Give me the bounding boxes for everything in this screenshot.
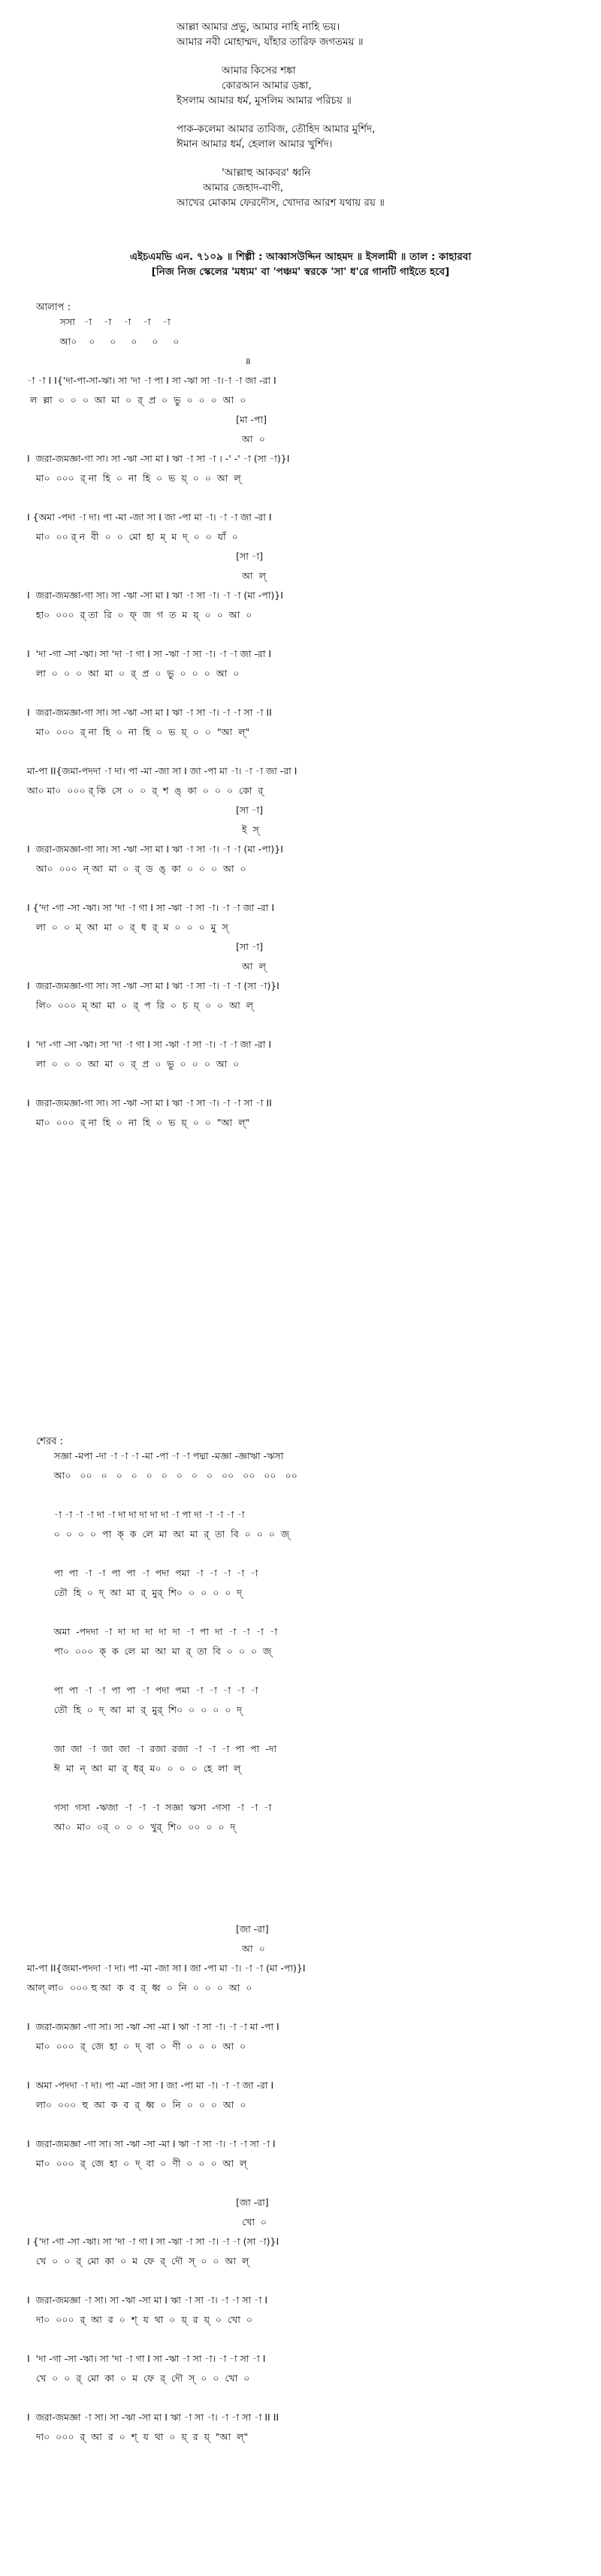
notation-line <box>24 628 580 647</box>
notation-line <box>24 1781 580 1801</box>
notation-line <box>24 882 580 901</box>
lyric-line: আমার নবী মোহাম্মদ, যাঁহার তারিফ জগতময় ॥ <box>177 36 364 48</box>
notation-line: তৌ হি ০ দ্ আ মা র্ মুর্ শি০ ০ ০ ০ ০ দ্ <box>24 1704 242 1715</box>
notation-line: আ ল্ <box>24 570 266 581</box>
song-header <box>0 249 601 279</box>
notation-line: লা০ ০০০ হু আ ক ব র্ ধ্ব ০ নি ০ ০ ০ আ ০ <box>24 2099 246 2110</box>
notation-line: [জা -রা] <box>24 2197 269 2208</box>
lyric-line: পাক-কলেমা আমার তাবিজ, তৌহিদ আমার মুর্শিদ, <box>177 123 376 135</box>
notation-line: লা ০ ০ ০ আ মা ০ র্ প্র ০ ভু ০ ০ ০ আ ০ <box>24 668 240 679</box>
notation-line <box>24 2001 580 2020</box>
notation-line: পা০ ০০০ ক্ ক লে মা আ মা র্ তা বি ০ ০ ০ জ্ <box>24 1645 272 1657</box>
notation-line: আ০ ০ ০ ০ ০ ০ <box>24 336 180 347</box>
lyric-line: আমার কিসের শঙ্কা <box>222 65 296 77</box>
notation-line: I {'দা -গা -সা -ঋা। সা 'দা -া গা I সা -ঋা -া সা -া। -া -া (সা -া)}I <box>24 2236 279 2247</box>
notation-line <box>24 1664 580 1684</box>
lyric-line: কোরআন আমার ডঙ্কা, <box>222 80 312 92</box>
notation-block-1 <box>24 315 580 1136</box>
notation-line: I জরা-জমজ্ঞা-গা সা। সা -ঋা -সা মা I ঋা -া সা -া । -' -' -া (সা -া)}I <box>24 453 290 464</box>
notation-line: I জরা-জমজ্ঞা-গা সা। সা -ঋা -সা মা I ঋা -া সা -া। -া -া (মা -পা)}I <box>24 843 283 855</box>
notation-block-3 <box>24 1923 580 2450</box>
notation-line <box>24 2333 580 2352</box>
lyric-stanza <box>177 165 567 210</box>
notation-line: I {অমা -পদা -া দা। পা -মা -জা সা I জা -পা মা -া। -া -া জা -রা I <box>24 511 272 523</box>
notation-line: দা০ ০০০ র্ আ র ০ শ্ য থা ০ য়্ র য়্ ০ খো ০ <box>24 2314 252 2325</box>
notation-line: আ ০ <box>24 1943 265 1954</box>
notation-line <box>24 491 580 511</box>
notation-line: ল ল্লা ০ ০ ০ আ মা ০ র্ প্র ০ ভু ০ ০ ০ আ ০ <box>24 394 246 406</box>
notation-line: অমা -পদদা -া দা দা দা দা দা -া পা দা -া -া -া -া <box>24 1626 278 1637</box>
notation-line <box>24 2118 580 2137</box>
notation-line: I জরা-জমজ্ঞা -গা সা। সা -ঋা -সা -মা I ঋা -া সা -া। -া -া মা -পা I <box>24 2021 279 2032</box>
notation-block-2 <box>24 1449 580 1840</box>
notation-line <box>24 1489 580 1508</box>
notation-line: I জরা-জমজ্ঞা -গা সা। সা -ঋা -সা -মা I ঋা -া সা -া। -া -া সা -া I <box>24 2138 276 2149</box>
notation-line: খো ০ <box>24 2216 267 2228</box>
notation-line: তৌ হি ০ দ্ আ মা র্ মুর্ শি০ ০ ০ ০ ০ দ্ <box>24 1587 242 1598</box>
notation-line: পা পা -া -া পা পা -া পদা পমা -া -া -া -া -া <box>24 1567 258 1579</box>
notation-line: হা০ ০০০ র্ তা রি ০ ফ্ জ গ ত ম য়্ ০ ০ আ ০ <box>24 609 252 620</box>
lyric-line: আল্লা আমার প্রভু, আমার নাহি নাহি ভয়। <box>177 21 340 33</box>
notation-line: -া -া I I{'দা-পা-সা-ঋা। সা 'দা -া পা I সা -ঋা সা -া।-া -া জা -রা I <box>24 375 276 386</box>
notation-line: মা০ ০০০ র্ জে হা ০ দ্ বা ০ ণী ০ ০ ০ আ ল্ <box>24 2158 247 2169</box>
scale-instruction: [নিজ নিজ স্কেলের 'মধ্যম' বা 'পঞ্চম' স্বরকে 'সা' ধ'রে গানটি গাইতে হবে] <box>151 266 450 278</box>
lyric-line: 'আল্লাহু আকবর' ধ্বনি <box>222 167 311 179</box>
notation-line: I 'দা -গা -সা -ঋা। সা 'দা -া গা I সা -ঋা -া সা -া। -া -া সা -া I <box>24 2353 266 2364</box>
notation-line: সজ্ঞা -মপা -দা -া -া -া -মা -পা -া -া পদ্মা -মজ্ঞা -জ্ঞাঋা -ঋসা <box>24 1450 284 1461</box>
lyric-stanza <box>177 122 567 152</box>
notation-line: ০ ০ ০ ০ পা ক্ ক লে মা আ মা র্ তা বি ০ ০ ০ জ্ <box>24 1528 290 1540</box>
notation-line <box>24 2274 580 2294</box>
notation-line: I জরা-জমজ্ঞা -া সা। সা -ঋা -সা মা I ঋা -া সা -া। -া -া সা -া II II <box>24 2412 279 2423</box>
notation-line: [সা -া] <box>24 941 264 952</box>
notation-line <box>24 2391 580 2411</box>
notation-line: [মা -পা] <box>24 414 267 425</box>
lyric-line: ইসলাম আমার ধর্ম, মুসলিম আমার পরিচয় ॥ <box>177 95 352 107</box>
notation-line: I জরা-জমজ্ঞা-গা সা। সা -ঋা -সা মা I ঋা -া সা -া। -া -া (মা -পা)}I <box>24 590 283 601</box>
notation-line <box>24 745 580 765</box>
notation-line <box>24 2059 580 2079</box>
lyric-line: আখের মোকাম ফেরদৌস, খোদার আরশ যথায় রয় ॥ <box>177 197 385 209</box>
notation-line: মা০ ০০০ র্ না হি ০ না হি ০ ভ য়্ ০ ০ "আ ল্" <box>24 726 250 738</box>
notation-line: মা০ ০০০ র্ না হি ০ না হি ০ ভ য়্ ০ ০ "আ ল্" <box>24 1117 250 1128</box>
notation-line: আল্ লা০ ০০০ হু আ ক ব র্ ধ্ব ০ নি ০ ০ ০ আ ০ <box>24 1982 252 1993</box>
notation-line <box>24 1723 580 1742</box>
notation-line: I জরা-জমজ্ঞা -া সা। সা -ঋা -সা মা I ঋা -া সা -া। -া -া সা -া I <box>24 2294 268 2306</box>
notation-line <box>24 1606 580 1625</box>
notation-line: আ০ মা০ ০০০ র্ কি সে ০ ০ র্ শ ঙ্ কা ০ ০ ০ কো র্ <box>24 785 264 796</box>
notation-line: মা-পা II{জমা-পদদা -া দা। পা -মা -জা সা I জা -পা মা -া। -া -া (মা -পা)}I <box>24 1962 306 1974</box>
notation-line: দা০ ০০০ র্ আ র ০ শ্ য থা ০ য়্ র য়্ "আ ল্" <box>24 2431 249 2442</box>
notation-line: I জরা-জমজ্ঞা-গা সা। সা -ঋা -সা মা I ঋা -া সা -া। -া -া সা -া II <box>24 1097 272 1109</box>
notation-line: ই স্ <box>24 824 259 835</box>
notation-line: I জরা-জমজ্ঞা-গা সা। সা -ঋা -সা মা I ঋা -া সা -া। -া -া (সা -া)}I <box>24 980 279 991</box>
notation-line <box>24 2176 580 2196</box>
lyric-stanza <box>177 63 567 108</box>
notation-line: আ০ মা০ ০র্ ০ ০ ০ খুর্ শি০ ০০ ০ ০ দ্ <box>24 1821 236 1832</box>
notation-line: আ ০ <box>24 433 265 445</box>
lyric-stanza <box>177 20 567 50</box>
notation-line: খে ০ ০ র্ মো কা ০ ম ফে র্ দৌ স্ ০ ০ খো ০ <box>24 2372 250 2384</box>
notation-line: গসা গসা -ঋজা -া -া -া সজ্ঞা ঋসা -গসা -া -া -া <box>24 1802 272 1813</box>
notation-line: মা০ ০০ র্ ন বী ০ ০ মো হা ম্ ম দ্ ০ ০ যাঁ ০ <box>24 531 238 542</box>
notation-line: I 'দা -গা -সা -ঋা। সা 'দা -া গা I সা -ঋা -া সা -া। -া -া জা -রা I <box>24 1039 272 1050</box>
notation-line <box>24 1547 580 1567</box>
song-lyrics <box>177 20 567 224</box>
notation-line: -া -া -া -া দা -া দা দা দা দা দা -া পা দা -া -া -া -া <box>24 1509 245 1520</box>
section-label-alap: আলাপ : <box>36 302 71 313</box>
notation-line: [সা -া] <box>24 550 264 562</box>
section-label-sanchari: শেরব : <box>36 1436 63 1447</box>
record-info: এইচএমভি এন. ৭১০৯ ॥ শিল্পী : আব্বাসউদ্দিন আহমদ ॥ ইসলামী ॥ তাল : কাহারবা <box>129 251 472 263</box>
notation-line: আ ল্ <box>24 961 266 972</box>
notation-line: I {'দা -গা -সা -ঋা। সা 'দা -া গা I সা -ঋা -া সা -া। -া -া জা -রা I <box>24 902 275 913</box>
notation-line: I অমা -পদদা -া দা। পা -মা -জা সা I জা -পা মা -া। -া -া জা -রা I <box>24 2080 274 2091</box>
notation-line: সসা -া -া -া -া -া <box>24 316 171 327</box>
notation-line: ঈ মা ন্ আ মা র্ ধর্ ম০ ০ ০ ০ হে লা ল্ <box>24 1763 241 1774</box>
notation-line: লা ০ ০ ম্ আ মা ০ র্ ধ র্ ম ০ ০ ০ মু স্ <box>24 922 228 933</box>
notation-line: মা০ ০০০ র্ জে হা ০ দ্ বা ০ ণী ০ ০ ০ আ ০ <box>24 2041 246 2052</box>
notation-line: [জা -রা] <box>24 1923 269 1935</box>
notation-line <box>24 1077 580 1096</box>
notation-line <box>24 1018 580 1038</box>
notation-line: মা-পা II{জমা-পদদা -া দা। পা -মা -জা সা I জা -পা মা -া। -া -া জা -রা I <box>24 765 297 777</box>
lyric-line: ঈমান আমার ধর্ম, হেলাল আমার খুর্শিদ। <box>177 138 333 150</box>
notation-line: আ০ ০০ ০ ০ ০ ০ ০ ০ ০ ০ ০০ ০০ ০০ ০০ <box>24 1470 297 1481</box>
notation-line: I জরা-জমজ্ঞা-গা সা। সা -ঋা -সা মা I ঋা -া সা -া। -া -া সা -া II <box>24 707 272 718</box>
notation-line: ॥ <box>24 355 251 366</box>
notation-line: লা ০ ০ ০ আ মা ০ র্ প্র ০ ভু ০ ০ ০ আ ০ <box>24 1058 240 1069</box>
notation-line: I 'দা -গা -সা -ঋা। সা 'দা -া গা I সা -ঋা -া সা -া। -া -া জা -রা I <box>24 648 272 659</box>
notation-line: লি০ ০০০ ম্ আ মা ০ র্ প রি ০ চ য়্ ০ ০ আ ল্ <box>24 1000 253 1011</box>
notation-line: আ০ ০০০ ন্ আ মা ০ র্ ড ঙ্ কা ০ ০ ০ আ ০ <box>24 863 246 874</box>
lyric-line: আমার জেহাদ-বাণী, <box>203 182 284 194</box>
notation-line: খে ০ ০ র্ মো কা ০ ম ফে র্ দৌ স্ ০ ০ আ ল্ <box>24 2255 249 2267</box>
notation-line: মা০ ০০০ র্ না হি ০ না হি ০ ভ য়্ ০ ০ আ ল্ <box>24 472 241 484</box>
notation-line: জা জা -া জা জা -া রজা রজা -া -া -া পা পা -দা <box>24 1743 277 1754</box>
notation-line <box>24 686 580 706</box>
notation-line: [সা -া] <box>24 804 264 816</box>
notation-line: পা পা -া -া পা পা -া পদা পমা -া -া -া -া -া <box>24 1685 258 1696</box>
